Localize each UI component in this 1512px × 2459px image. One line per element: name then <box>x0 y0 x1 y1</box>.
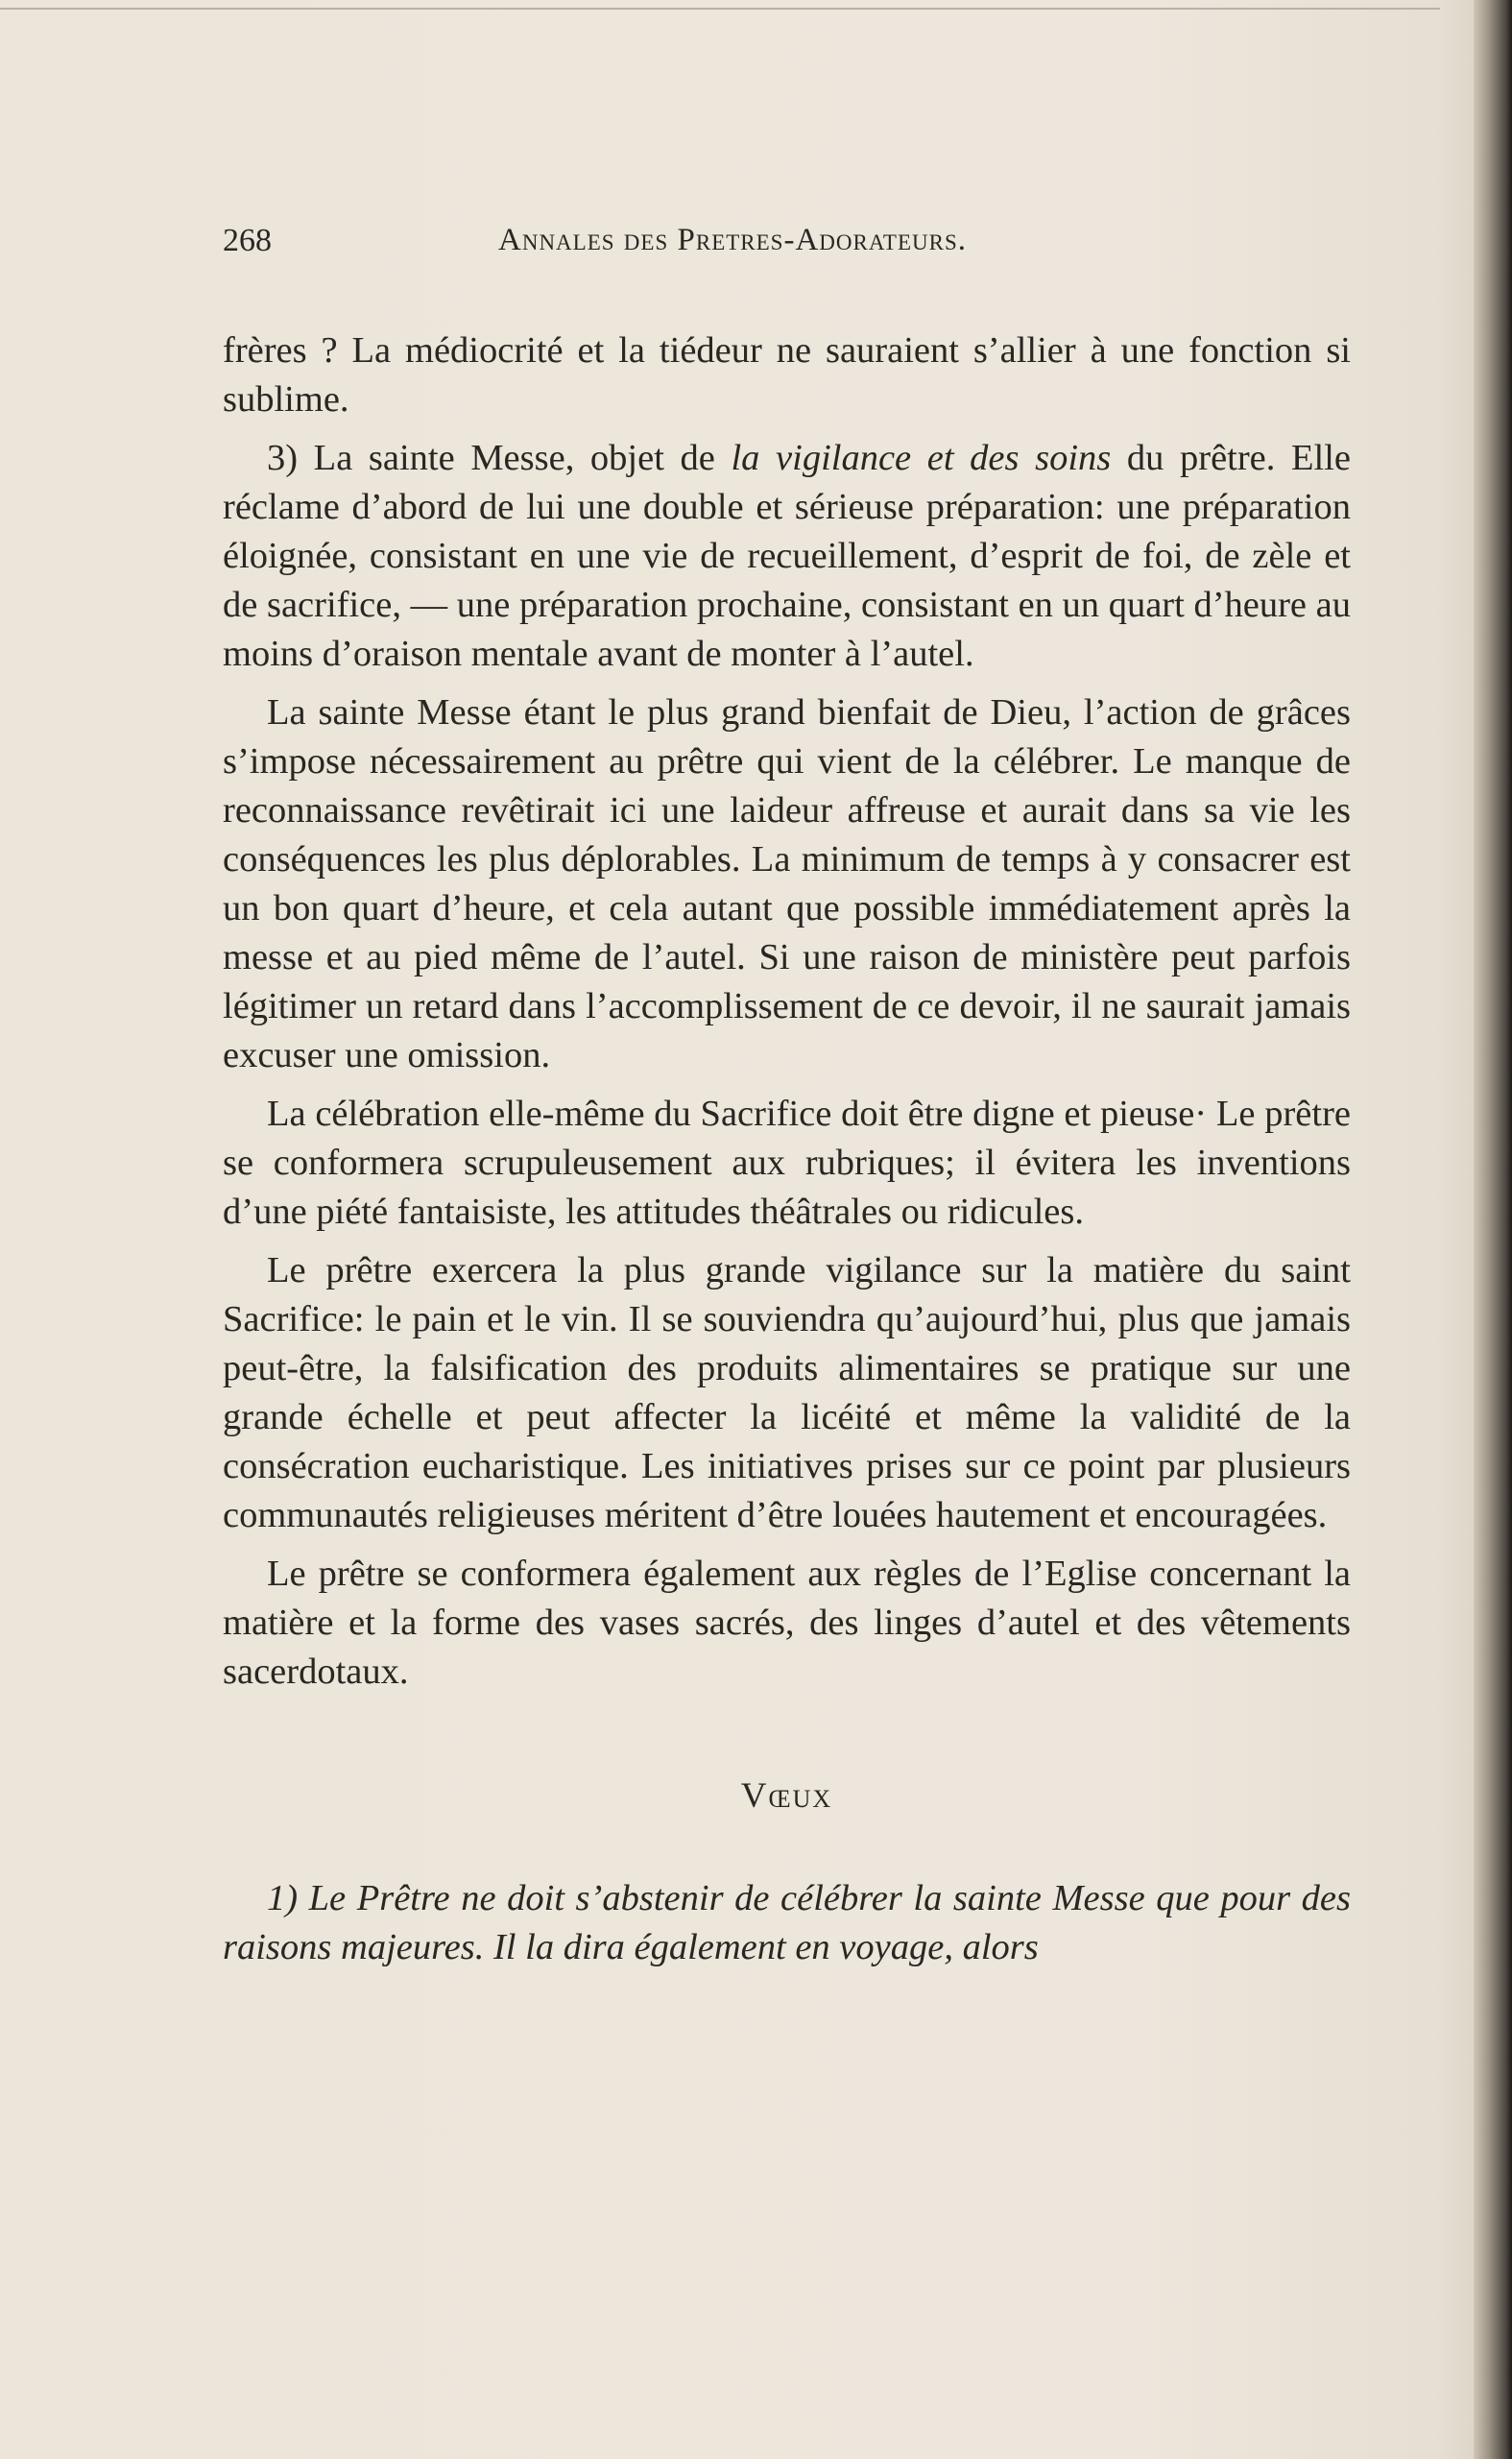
page-header <box>223 223 1351 267</box>
top-rule <box>0 8 1440 10</box>
paragraph <box>223 1550 1351 1697</box>
paragraph <box>223 1090 1351 1237</box>
page-number: 268 <box>223 223 272 258</box>
paragraph-text: du prêtre. Elle réclame d’abord de lui une double et sérieuse préparation: une préparation éloignée, consistant en une vie de recueillement, d’esprit de foi, de zèle et de sacrifice, — une préparation prochaine, consistant en un quart d’heure au moins d’oraison mentale avant de monter à l’autel. <box>223 438 1351 674</box>
paragraph <box>223 434 1351 679</box>
section-heading: Vœux <box>740 1776 833 1816</box>
paragraph <box>223 1246 1351 1540</box>
paragraph-text: frères ? La médiocrité et la tiédeur ne sauraient s’allier à une fonction si sublime. <box>223 330 1351 420</box>
text-body <box>223 326 1351 1982</box>
paragraph-text: Le prêtre exercera la plus grande vigilance sur la matière du saint Sacrifice: le pain et le vin. Il se souviendra qu’aujourd’hui, plus que jamais peut-être, la falsification des produits alimentaires se pratique sur une grande échelle et peut affecter la licéité et même la validité de la consécration eucharistique. Les initiatives prises sur ce point par plusieurs communautés religieuses méritent d’être louées hautement et encouragées. <box>223 1250 1351 1535</box>
running-head: Annales des Pretres-Adorateurs. <box>498 223 968 257</box>
paragraph-text: La sainte Messe étant le plus grand bienfait de Dieu, l’action de grâces s’impose nécessairement au prêtre qui vient de la célébrer. Le manque de reconnaissance revêtirait ici une laideur affreuse et aurait dans sa vie les conséquences les plus déplorables. La minimum de temps à y consacrer est un bon quart d’heure, et cela autant que possible immédiatement après la messe et au pied même de l’autel. Si une raison de ministère peut parfois légitimer un retard dans l’accomplissement de ce devoir, il ne saurait jamais excuser une omission. <box>223 692 1351 1075</box>
paragraph-text: Le prêtre se conformera également aux règles de l’Eglise concernant la matière et la forme des vases sacrés, des linges d’autel et des vêtements sacerdotaux. <box>223 1554 1351 1692</box>
paragraph-italic-text: la vigilance et des soins <box>731 438 1112 478</box>
vow-paragraph <box>223 1874 1351 1972</box>
paragraph <box>223 326 1351 424</box>
paragraph <box>223 688 1351 1080</box>
paragraph-text: La célébration elle-même du Sacrifice doit être digne et pieuse· Le prêtre se conformera scrupuleusement aux rubriques; il évitera les inventions d’une piété fantaisiste, les attitudes théâtrales ou ridicules. <box>223 1094 1351 1232</box>
vow-text: 1) Le Prêtre ne doit s’abstenir de célébrer la sainte Messe que pour des raisons majeures. Il la dira également en voyage, alors <box>223 1878 1351 1967</box>
paragraph-text: 3) La sainte Messe, objet de <box>267 438 732 478</box>
book-spine-shadow <box>1474 0 1512 2459</box>
